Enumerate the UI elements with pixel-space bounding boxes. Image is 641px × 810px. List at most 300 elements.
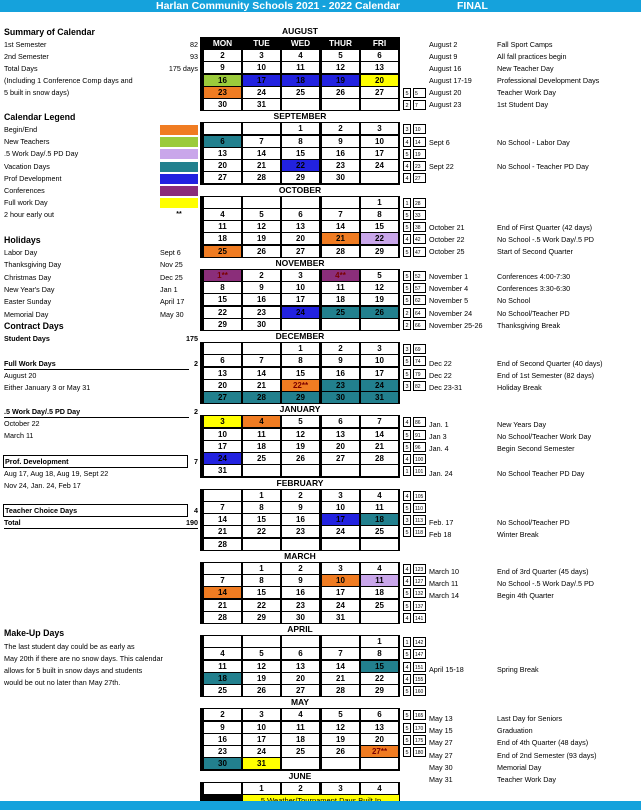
calendar-day: 14 [204,587,241,598]
calendar-day: 5 [243,209,280,220]
cumulative-day-count: 96 [413,442,426,452]
divider [4,528,198,529]
calendar-day: 8 [361,209,398,220]
cumulative-day-count: 62 [413,295,426,305]
calendar-day: 30 [322,172,359,183]
event-date: Sept 22 [429,162,454,171]
week-day-count: 5 [403,149,411,159]
contract-title: Contract Days [4,321,64,331]
cumulative-day-count: 123 [413,564,426,574]
calendar-day: 17 [204,441,241,452]
event-date: November 25-26 [429,321,483,330]
calendar-day: 25 [322,307,359,318]
calendar-day: 16 [322,368,359,379]
calendar-day [243,343,280,354]
page-footer [0,801,641,810]
event-date: Dec 23-31 [429,383,463,392]
calendar-day: 5 [361,270,398,281]
calendar-day: 27 [204,392,241,403]
week-day-count: 1 [403,198,411,208]
week-day-count: 5 [403,503,411,513]
calendar-day: 10 [322,502,359,513]
event-date: October 22 [429,235,465,244]
calendar-day: 16 [243,294,280,305]
week-day-count: 5 [403,710,411,720]
week-day-count: 4 [403,576,411,586]
calendar-day: 28 [204,612,241,623]
teacher-choice-title: Teacher Choice Days [5,506,78,515]
calendar-day: 20 [204,380,241,391]
week-day-count: 5 [403,735,411,745]
calendar-day: 27 [282,246,319,257]
calendar-day: 30 [243,319,280,330]
month-header-november: NOVEMBER [200,258,400,269]
calendar-day: 9 [243,282,280,293]
calendar-day: 22 [361,673,398,684]
cumulative-day-count: 79 [413,369,426,379]
holiday-date: Jan 1 [160,284,178,294]
calendar-day: 13 [204,148,241,159]
event-description: End of 3rd Quarter (45 days) [497,567,589,576]
week-day-count: 5 [403,601,411,611]
calendar-day: 6 [282,209,319,220]
cumulative-day-count: 141 [413,613,426,623]
calendar-day: 1 [243,490,280,501]
event-description: Holiday Break [497,383,542,392]
summary-label: 2nd Semester [4,52,49,61]
final-label: FINAL [457,0,488,12]
event-description: Spring Break [497,665,539,674]
calendar-day: 7 [243,136,280,147]
calendar-day: 29 [243,612,280,623]
calendar-day: 30 [204,758,241,769]
full-work-line: August 20 [4,371,37,380]
calendar-day [282,197,319,208]
calendar-day: 10 [361,136,398,147]
calendar-day: 29 [282,172,319,183]
calendar-day: 20 [322,441,359,452]
calendar-day: 17 [322,514,359,525]
calendar-day: 25 [282,87,319,98]
calendar-day: 1 [282,123,319,134]
calendar-day: 18 [282,734,319,745]
calendar-day: 14 [243,148,280,159]
cumulative-day-count: 147 [413,649,426,659]
calendar-day: 22 [243,600,280,611]
calendar-day: 7 [361,416,398,427]
calendar-day: 22** [282,380,319,391]
student-days-label: Student Days [4,334,50,343]
calendar-day [322,319,359,330]
calendar-day: 27 [361,87,398,98]
calendar-day: 19 [322,75,359,86]
event-description: Winter Break [497,530,539,539]
calendar-day: 27 [204,172,241,183]
week-day-count: 3 [403,515,411,525]
calendar-day: 11 [243,429,280,440]
legend-label: Conferences [4,186,45,195]
calendar-day: 3 [243,50,280,61]
calendar-day: 1** [204,270,241,281]
calendar-day: 6 [282,648,319,659]
calendar-day: 4 [282,50,319,61]
week-day-count: 4 [403,564,411,574]
calendar-day: 3 [204,416,241,427]
calendar-day: 27** [361,746,398,757]
calendar-day: 12 [322,722,359,733]
calendar-day [204,563,241,574]
legend-swatch [160,198,198,208]
week-day-count: 5 [403,723,411,733]
calendar-day: 20 [361,75,398,86]
cumulative-day-count: 165 [413,710,426,720]
calendar-day: 18 [204,233,241,244]
calendar-day: 22 [282,160,319,171]
calendar-day: 9 [322,136,359,147]
week-day-count: 5 [403,247,411,257]
event-date: Feb. 17 [429,518,454,527]
calendar-day: 1 [243,563,280,574]
legend-label: New Teachers [4,137,50,147]
calendar-day: 30 [282,612,319,623]
week-day-count: 1 [403,466,411,476]
calendar-day: 19 [243,673,280,684]
week-day-count: 5 [403,588,411,598]
week-day-count: 5 [403,356,411,366]
cumulative-day-count: 137 [413,601,426,611]
month-header-january: JANUARY [200,404,400,415]
calendar-day [282,539,319,550]
legend-swatch: ** [160,210,198,220]
calendar-day: 18 [361,514,398,525]
legend-label: .5 Work Day/.5 PD Day [4,149,79,159]
event-description: Last Day for Seniors [497,714,563,723]
summary-title: Summary of Calendar [4,27,95,37]
calendar-day: 14 [322,661,359,672]
calendar-day [282,99,319,110]
calendar-day: 18 [322,294,359,305]
summary-label: Total Days [4,64,38,73]
calendar-day [361,612,398,623]
calendar-day [322,758,359,769]
cumulative-day-count: 42 [413,234,426,244]
calendar-day: 2 [243,270,280,281]
calendar-day: 15 [204,294,241,305]
prof-dev-value: 7 [194,457,198,466]
calendar-day: 13 [361,722,398,733]
calendar-day: 1 [282,343,319,354]
event-date: May 27 [429,751,453,760]
calendar-day: 4 [361,783,398,794]
cumulative-day-count: 69 [413,344,426,354]
full-work-line: Either January 3 or May 31 [4,383,91,392]
holiday-date: Nov 25 [160,260,183,270]
cumulative-day-count: 10 [413,124,426,134]
calendar-day: 23 [204,87,241,98]
month-header-september: SEPTEMBER [200,111,400,122]
cumulative-day-count: 66 [413,320,426,330]
calendar-day: 21 [322,233,359,244]
week-day-count: 5 [403,295,411,305]
calendar-day [204,490,241,501]
calendar-day: 18 [204,673,241,684]
event-date: Sept 6 [429,138,450,147]
calendar-title: Harlan Community Schools 2021 - 2022 Calendar [156,0,400,12]
calendar-day: 31 [243,758,280,769]
calendar-day: 15 [361,661,398,672]
event-date: October 21 [429,223,465,232]
calendar-day [322,197,359,208]
calendar-day: 11 [282,722,319,733]
week-day-count: 1 [403,637,411,647]
cumulative-day-count: 64 [413,308,426,318]
calendar-day: 7 [243,355,280,366]
makeup-line: May 20th if there are no snow days. This calendar [4,654,163,663]
holiday-name: Thanksgiving Day [4,260,62,270]
calendar-day: 26 [282,453,319,464]
cumulative-day-count: 118 [413,527,426,537]
calendar-day: 13 [282,221,319,232]
calendar-day: 3 [322,490,359,501]
makeup-line: would be out no later than May 27th. [4,678,121,687]
cumulative-day-count: 19 [413,149,426,159]
event-date: March 11 [429,579,459,588]
half-work-line: October 22 [4,419,40,428]
calendar-day: 15 [243,587,280,598]
calendar-day: 6 [361,50,398,61]
summary-value: 93 [190,52,198,61]
page-header [0,0,641,12]
calendar-day: 2 [322,343,359,354]
calendar-day: 10 [243,62,280,73]
calendar-day [322,636,359,647]
cumulative-day-count: 38 [413,222,426,232]
calendar-day: 14 [361,429,398,440]
calendar-day: 20 [361,734,398,745]
calendar-day: 24 [282,307,319,318]
total-label: Total [4,518,21,527]
cumulative-day-count: 33 [413,210,426,220]
cumulative-day-count: 14 [413,137,426,147]
cumulative-day-count: 7 [413,100,426,110]
calendar-day: 23 [282,600,319,611]
calendar-day [204,197,241,208]
calendar-day: 19 [282,441,319,452]
event-description: Memorial Day [497,763,542,772]
calendar-day: 24 [204,453,241,464]
calendar-day: 11 [204,661,241,672]
event-description: Begin Second Semester [497,444,575,453]
event-date: Dec 22 [429,371,452,380]
calendar-day: 27 [282,685,319,696]
cumulative-day-count: 175 [413,735,426,745]
event-date: May 15 [429,726,453,735]
calendar-day: 15 [243,514,280,525]
month-header-february: FEBRUARY [200,478,400,489]
calendar-day: 11 [361,502,398,513]
week-day-count: 5 [403,747,411,757]
calendar-day: 31 [361,392,398,403]
week-day-count: 5 [403,649,411,659]
cumulative-day-count: 100 [413,454,426,464]
legend-swatch [160,186,198,196]
week-day-count: 4 [403,662,411,672]
calendar-day [361,319,398,330]
event-description: Conferences 4:00-7:30 [497,272,571,281]
event-date: October 25 [429,247,465,256]
summary-note: 5 built in snow days) [4,88,70,97]
calendar-day: 21 [243,380,280,391]
event-description: End of 2nd Semester (93 days) [497,751,597,760]
calendar-day: 29 [282,392,319,403]
event-date: May 13 [429,714,453,723]
calendar-day: 17 [243,734,280,745]
event-date: March 10 [429,567,459,576]
week-day-count: 4 [403,613,411,623]
calendar-day [243,636,280,647]
calendar-day: 12 [243,661,280,672]
calendar-day: 14 [243,368,280,379]
calendar-day: 17 [361,368,398,379]
calendar-day: 9 [204,722,241,733]
cumulative-day-count: 105 [413,491,426,501]
legend-swatch [160,162,198,172]
calendar-day [361,539,398,550]
event-description: No School -.5 Work Day/.5 PD [497,235,594,244]
makeup-line: allows for 5 built in snow days and students [4,666,143,675]
holiday-name: Labor Day [4,248,38,257]
calendar-day: 20 [282,673,319,684]
cumulative-day-count: 57 [413,283,426,293]
cumulative-day-count: 101 [413,466,426,476]
event-date: November 24 [429,309,473,318]
event-date: April 15-18 [429,665,464,674]
event-description: No School [497,296,531,305]
month-header-october: OCTOBER [200,185,400,196]
event-date: Feb 18 [429,530,452,539]
cumulative-day-count: 5 [413,88,426,98]
holiday-name: Easter Sunday [4,297,52,307]
calendar-day: 4 [361,490,398,501]
calendar-day: 11 [282,62,319,73]
calendar-day: 17 [361,148,398,159]
calendar-day: 28 [243,392,280,403]
calendar-day: 2 [322,123,359,134]
calendar-day: 25 [204,246,241,257]
calendar-day: 29 [204,319,241,330]
calendar-day: 18 [243,441,280,452]
makeup-line: The last student day could be as early as [4,642,135,651]
calendar-day: 26 [322,87,359,98]
calendar-day: 31 [243,99,280,110]
legend-label: Begin/End [4,125,38,134]
calendar-day: 13 [204,368,241,379]
cumulative-day-count: 160 [413,686,426,696]
event-description: Professional Development Days [497,76,600,85]
event-date: November 1 [429,272,469,281]
calendar-day: 7 [322,209,359,220]
cumulative-day-count: 180 [413,747,426,757]
day-name-fri: FRI [372,38,387,48]
event-description: New Teacher Day [497,64,554,73]
event-date: August 9 [429,52,458,61]
calendar-day: 14 [204,514,241,525]
calendar-day: 13 [361,62,398,73]
legend-swatch [160,137,198,147]
event-description: End of 4th Quarter (48 days) [497,738,589,747]
legend-title: Calendar Legend [4,112,76,122]
event-description: Fall Sport Camps [497,40,553,49]
calendar-day [322,539,359,550]
calendar-day: 15 [282,148,319,159]
calendar-grid [200,26,400,810]
cumulative-day-count: 82 [413,381,426,391]
event-description: Teacher Work Day [497,775,556,784]
calendar-day [282,319,319,330]
event-date: Jan. 1 [429,420,449,429]
calendar-day: 23 [322,380,359,391]
week-day-count: 4 [403,454,411,464]
calendar-day: 12 [322,62,359,73]
calendar-day: 10 [361,355,398,366]
calendar-day: 9 [204,62,241,73]
cumulative-day-count: 110 [413,503,426,513]
calendar-day: 13 [322,429,359,440]
week-day-count: 4 [403,234,411,244]
week-day-count: 4 [403,674,411,684]
calendar-day [361,465,398,476]
day-name-thur: THUR [328,38,353,48]
calendar-day: 2 [282,490,319,501]
calendar-day: 21 [322,673,359,684]
week-day-count: 2 [403,308,411,318]
calendar-day [282,465,319,476]
week-day-count: 2 [403,320,411,330]
legend-swatch [160,174,198,184]
calendar-day: 3 [361,343,398,354]
cumulative-day-count: 155 [413,674,426,684]
calendar-day: 6 [204,136,241,147]
week-day-count: 4 [403,173,411,183]
calendar-day: 5 [282,416,319,427]
calendar-day: 12 [243,221,280,232]
holiday-name: Christmas Day [4,272,52,282]
calendar-day: 16 [204,734,241,745]
calendar-day: 8 [282,355,319,366]
calendar-day: 4 [361,563,398,574]
month-header-march: MARCH [200,551,400,562]
calendar-day [282,758,319,769]
calendar-day [243,197,280,208]
month-header-may: MAY [200,697,400,708]
calendar-day: 16 [204,75,241,86]
calendar-day: 23 [322,160,359,171]
cumulative-day-count: 142 [413,637,426,647]
full-work-title: Full Work Days [4,359,56,368]
week-day-count: 5 [403,686,411,696]
calendar-day: 25 [361,526,398,537]
event-description: End of First Quarter (42 days) [497,223,593,232]
calendar-day: 3 [322,783,359,794]
calendar-day: 15 [361,221,398,232]
calendar-day: 9 [322,355,359,366]
holiday-date: April 17 [160,297,185,307]
event-description: No School/Teacher PD [497,518,570,527]
legend-label: Vacation Days [4,161,50,171]
event-date: August 2 [429,40,458,49]
holiday-name: New Year's Day [4,284,55,294]
calendar-day: 10 [204,429,241,440]
